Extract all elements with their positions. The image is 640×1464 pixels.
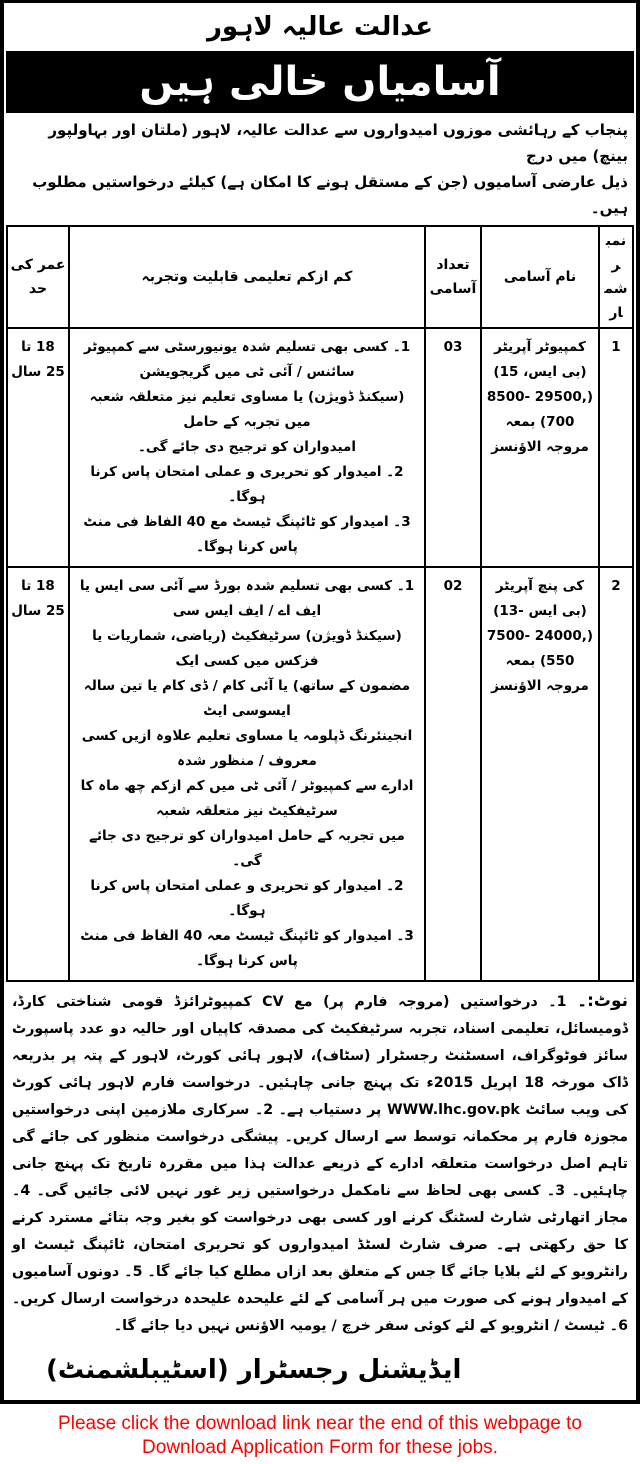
post-count: 02 — [425, 567, 481, 981]
header-count: تعداد آسامی — [425, 226, 481, 328]
qualification-line: (سیکنڈ ڈویژن) سرٹیفکیٹ (ریاضی، شماریات یا فزکس میں کسی ایک — [92, 628, 402, 669]
note-line: بذریعہ ڈاک مورخہ 18 اپریل 2015ء تک پہنچ جانی چاہئیں۔ درخواست فارم لاہور ہائی کورٹ کی ویب سائٹ — [12, 1048, 628, 1118]
header-number: نمبر شمار — [599, 226, 633, 328]
qualification — [69, 567, 425, 981]
signature: ایڈیشنل رجسٹرار (اسٹیبلشمنٹ) — [46, 1355, 462, 1385]
court-title: عدالت عالیہ لاہور — [206, 12, 434, 42]
note-line: رانٹرویو کے لئے بلایا جائے گا جس کے متعلق بعد ازاں مطلع کیا جائے گا۔ 5۔ دونوں آسامیوں کے امیدوار ہونے کی — [12, 1264, 628, 1307]
row-number: 1 — [599, 328, 633, 567]
intro — [6, 113, 634, 225]
note-line: صورت میں ہر آسامی کے لئے علیحدہ علیحدہ درخواست ارسال کریں۔ 6۔ ٹیسٹ / انٹرویو کے لئے کوئی سفر خرچ / یومیہ — [12, 1291, 628, 1334]
row-number: 2 — [599, 567, 633, 981]
intro-line-2: ذیل عارضی آسامیوں (جن کے مستقل ہونے کا امکان ہے) کیلئے درخواستیں مطلوب ہیں۔ — [32, 173, 628, 217]
age-min: 18 تا — [21, 339, 55, 355]
qualification-line: 2۔ امیدوار کو تحریری و عملی امتحان پاس کرنا ہوگا۔ — [90, 464, 404, 505]
note-line: مصدقہ کاپیاں اور حالیہ دو عدد پاسپورٹ سائز فوٹوگراف، اسسٹنٹ رجسٹرار (سٹاف)، لاہور ہائی کورٹ، لاہور کے پتہ پر — [12, 1021, 628, 1064]
qualification — [69, 328, 425, 567]
table-row — [7, 328, 633, 567]
qualification-line: 2۔ امیدوار کو تحریری و عملی امتحان پاس کرنا ہوگا۔ — [90, 878, 404, 919]
table-header — [7, 226, 633, 328]
header-name: نام آسامی — [481, 226, 599, 328]
age-limit — [7, 567, 69, 981]
qualification-line: 3۔ امیدوار کو ٹائپنگ ٹیسٹ معہ 40 الفاظ فی منٹ پاس کرنا ہوگا۔ — [80, 928, 414, 969]
download-notice — [0, 1404, 640, 1464]
header-qualification: کم ازکم تعلیمی قابلیت وتجربہ — [69, 226, 425, 328]
age-min: 18 تا — [21, 578, 55, 594]
qualification-line: امیدواران کو ترجیح دی جائے گی۔ — [138, 439, 356, 455]
post-name: کی پنچ آپریٹر (بی ایس -13) (,24000 -7500 550) بمعہ مروجہ الاؤنسز — [481, 567, 599, 981]
note-line: پیشگی درخواست منظور کی جائے گی تاہم اصل درخواست متعلقہ ادارے کے ذریعے عدالت ہذا میں مقررہ تاریخ تک پہنچ جانی — [12, 1129, 628, 1172]
age-max: 25 سال — [11, 603, 65, 619]
note-line: درخواست کو بغیر وجہ بتائے مسترد کرنے کا حق رکھتی ہے۔ صرف شارٹ لسٹڈ امیدواروں کو تحریری امتحان، ٹائپنگ ٹیسٹ او — [12, 1210, 628, 1253]
qualification-line: (سیکنڈ ڈویژن) یا مساوی تعلیم نیز متعلقہ شعبہ میں تجربہ کے حامل — [89, 389, 405, 430]
post-name: کمپیوٹر آپریٹر (بی ایس، 15) (,29500 -8500 700) بمعہ مروجہ الاؤنسز — [481, 328, 599, 567]
note-line: الاؤنس نہیں دیا جائے گا۔ — [113, 1318, 285, 1334]
note-paragraph — [6, 982, 634, 1340]
age-limit — [7, 328, 69, 567]
post-count: 03 — [425, 328, 481, 567]
qualification-line: انجینئرنگ ڈپلومہ یا مساوی تعلیم علاوہ ازیں کسی معروف / منظور شدہ — [81, 728, 413, 769]
note-line: چاہئیں۔ 3۔ کسی بھی لحاظ سے نامکمل درخواستیں زیر غور نہیں لائی جائیں گی۔ 4۔ مجاز اتھارٹی شارٹ لسٹنگ کرنے اور کسی بھی — [12, 1183, 628, 1226]
qualification-line: 3۔ امیدوار کو ٹائپنگ ٹیسٹ مع 40 الفاظ فی منٹ پاس کرنا ہوگا۔ — [83, 514, 411, 555]
qualification-line: 1۔ کسی بھی تسلیم شدہ بورڈ سے آئی سی ایس یا ایف اے / ایف ایس سی — [79, 578, 415, 619]
note-line: WWW.lhc.gov.pk پر دستیاب ہے۔ 2۔ سرکاری ملازمین اپنی درخواستیں مجوزہ فارم پر محکمانہ توسط سے ارسال کریں۔ — [12, 1102, 628, 1145]
qualification-line: مضمون کے ساتھ) یا آئی کام / ڈی کام یا تین سالہ ایسوسی ایٹ — [83, 678, 411, 719]
qualification-line: 1۔ کسی بھی تسلیم شدہ یونیورسٹی سے کمپیوٹر سائنس / آئی ٹی میں گریجویشن — [83, 339, 411, 380]
intro-line-1: پنجاب کے رہائشی موزوں امیدواروں سے عدالت عالیہ، لاہور (ملتان اور بہاولپور بینچ) میں درج — [48, 121, 628, 165]
table-row — [7, 567, 633, 981]
qualification-line: میں تجربہ کے حامل امیدواران کو ترجیح دی جائے گی۔ — [89, 828, 405, 869]
note-line: 1۔ درخواستیں (مروجہ فارم پر) مع CV کمپیوٹرائزڈ قومی شناختی کارڈ، ڈومیسائل، تعلیمی اسناد، تجربہ سرٹیفکیٹ کی — [12, 994, 628, 1037]
qualification-line: ادارے سے کمپیوٹر / آئی ٹی میں کم ازکم چھ ماہ کا سرٹیفکیٹ نیز متعلقہ شعبہ — [80, 778, 414, 819]
note-label: نوٹ:۔ — [577, 991, 628, 1011]
age-max: 25 سال — [11, 364, 65, 380]
download-notice-line-2: Download Application Form for these jobs. — [142, 1437, 498, 1458]
vacancies-table — [6, 225, 634, 982]
download-notice-line-1: Please click the download link near the end of this webpage to — [58, 1413, 582, 1434]
header-age: عمر کی حد — [7, 226, 69, 328]
vacancies-banner: آسامیاں خالی ہیں — [6, 51, 634, 113]
